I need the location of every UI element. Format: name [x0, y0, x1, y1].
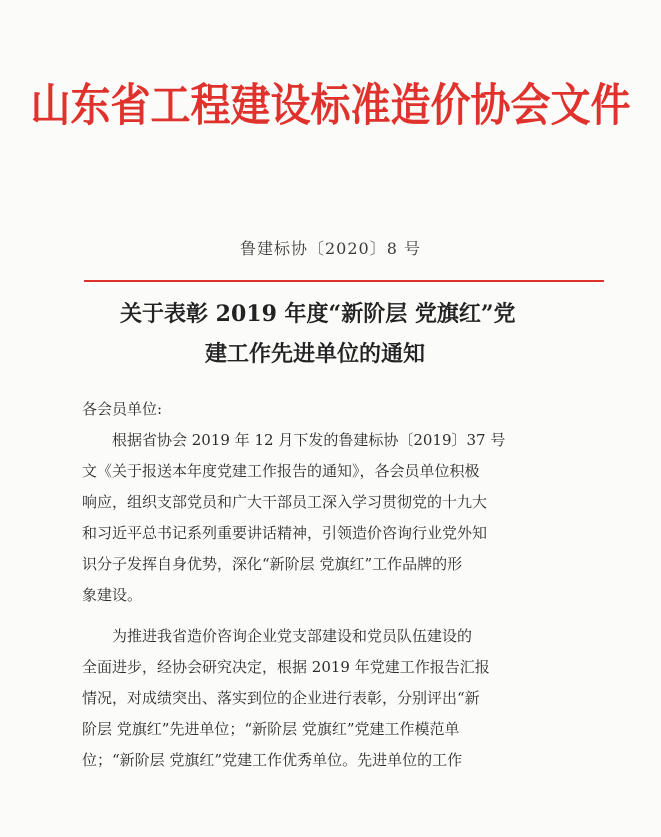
paragraph-1-line: 识分子发挥自身优势，深化“新阶层 党旗红”工作品牌的形 [82, 555, 463, 573]
paragraph-2-line: 位；“新阶层 党旗红”党建工作优秀单位。先进单位的工作 [82, 751, 463, 769]
notice-title-line-2: 建工作先进单位的通知 [205, 341, 426, 367]
paragraph-1-line: 响应，组织支部党员和广大干部员工深入学习贯彻党的十九大 [82, 493, 488, 511]
document-header-title: 山东省工程建设标准造价协会文件 [30, 78, 631, 132]
notice-title [120, 294, 600, 374]
paragraph-1-line: 根据省协会 2019 年 12 月下发的鲁建标协〔2019〕37 号 [112, 431, 506, 449]
notice-body [82, 394, 602, 776]
paragraph-2-line: 全面进步，经协会研究决定，根据 2019 年党建工作报告汇报 [82, 658, 490, 676]
paragraph-1-line: 和习近平总书记系列重要讲话精神，引领造价咨询行业党外知 [82, 524, 488, 542]
paragraph-2-line: 为推进我省造价咨询企业党支部建设和党员队伍建设的 [112, 627, 473, 645]
notice-title-line-1: 关于表彰 2019 年度“新阶层 党旗红”党 [120, 301, 516, 327]
document-number: 鲁建标协〔2020〕8 号 [240, 239, 421, 258]
paragraph-1-line: 象建设。 [82, 586, 143, 604]
salutation: 各会员单位: [82, 400, 163, 418]
paragraph-gap [82, 611, 602, 621]
red-divider-line [84, 280, 604, 282]
paragraph-1-line: 文《关于报送本年度党建工作报告的通知》，各会员单位积极 [82, 462, 480, 480]
paragraph-2-line: 阶层 党旗红”先进单位；“新阶层 党旗红”党建工作模范单 [82, 720, 460, 738]
paragraph-2-line: 情况，对成绩突出、落实到位的企业进行表彰，分别评出“新 [82, 689, 480, 707]
